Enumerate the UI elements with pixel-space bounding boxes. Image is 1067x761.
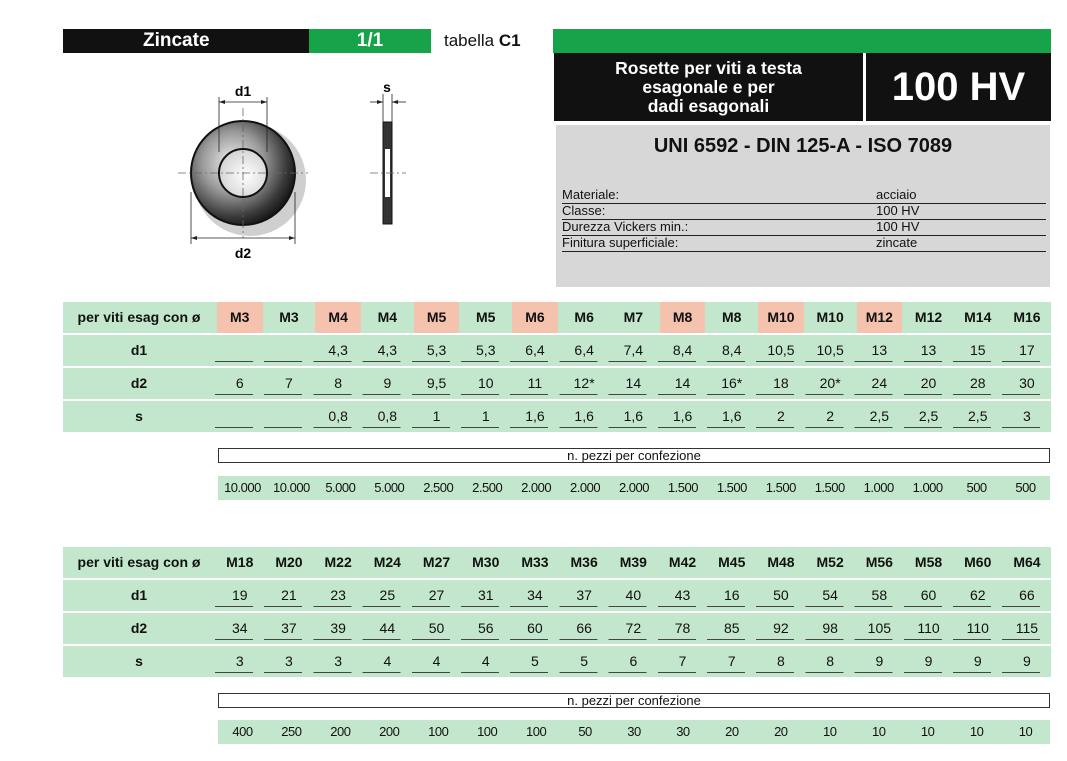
table-cell: 8: [334, 375, 343, 391]
quantity-cell: 2.500: [423, 480, 454, 495]
quantity-cell: 2.500: [472, 480, 503, 495]
table-cell: 2: [826, 408, 835, 424]
spec-key: Classe:: [562, 203, 606, 218]
table-cell: 3: [1023, 408, 1031, 424]
table-cell: 13: [920, 342, 937, 358]
size-header-cell: M42: [668, 554, 697, 570]
table-cell: 8,4: [722, 342, 742, 358]
size-header-cell: M30: [472, 554, 500, 570]
table-cell: 18: [773, 375, 789, 391]
d2-dim-label: d2: [234, 245, 252, 261]
spec-value: 100 HV: [876, 219, 920, 234]
table-cell: 3: [334, 653, 343, 669]
quantity-cell: 1.500: [765, 480, 796, 495]
size-header-cell: M4: [377, 309, 398, 325]
pezzi-label-2: n. pezzi per confezione: [218, 693, 1050, 708]
table-cell: 66: [1019, 587, 1035, 603]
cell-underline: [215, 427, 1051, 428]
table-cell: 24: [871, 375, 888, 391]
spec-key: Finitura superficiale:: [562, 235, 679, 250]
table-cell: 30: [1019, 375, 1035, 391]
quantity-cell: 2.000: [618, 480, 649, 495]
spec-row-hardness: [562, 219, 1046, 236]
quantity-cell: 1.500: [716, 480, 747, 495]
table-cell: 3: [235, 653, 244, 669]
table-cell: 105: [867, 620, 892, 636]
table-cell: 7: [285, 375, 293, 391]
table-cell: 6,4: [525, 342, 545, 358]
quantity-cell: 250: [281, 724, 302, 739]
quantity-cell: 5.000: [374, 480, 405, 495]
table-cell: 10,5: [816, 342, 844, 358]
quantity-cell: 400: [232, 724, 253, 739]
row-label: d1: [130, 587, 148, 603]
table-cell: 10: [477, 375, 494, 391]
quantity-cell: 30: [676, 724, 690, 739]
table-cell: 14: [674, 375, 691, 391]
table-cell: 11: [527, 375, 543, 391]
table-cell: 2,5: [918, 408, 939, 424]
table-cell: 28: [969, 375, 986, 391]
table-cell: 14: [625, 375, 642, 391]
table-cell: 4,3: [377, 342, 398, 358]
size-header-cell: M18: [226, 554, 254, 570]
table-cell: 15: [969, 342, 986, 358]
d1-dim-label: d1: [234, 83, 252, 99]
size-header-cell: M5: [414, 302, 460, 333]
table-cell: 37: [281, 620, 297, 636]
table-cell: 60: [527, 620, 543, 636]
size-header-cell: M36: [570, 554, 598, 570]
pezzi-label-1: n. pezzi per confezione: [218, 448, 1050, 463]
table-cell: 110: [917, 620, 940, 636]
table-cell: 0,8: [377, 408, 398, 424]
table-cell: 56: [477, 620, 494, 636]
quantity-cell: 10: [969, 724, 984, 739]
table-cell: 58: [871, 587, 888, 603]
spec-value: zincate: [876, 235, 918, 250]
standards-title: UNI 6592 - DIN 125-A - ISO 7089: [653, 135, 953, 157]
table-cell: 2: [777, 408, 785, 424]
table-cell: 8: [777, 653, 785, 669]
hardness-class: 100 HV: [866, 53, 1051, 121]
table-cell: 34: [527, 587, 543, 603]
size-header-cell: M14: [964, 309, 992, 325]
page-number: 1/1: [309, 29, 431, 53]
table-cell: 37: [576, 587, 592, 603]
size-header-cell: M16: [1013, 309, 1041, 325]
quantity-cell: 1.500: [814, 480, 845, 495]
table-cell: 12*: [573, 375, 595, 391]
table-cell: 27: [428, 587, 445, 603]
row-label: s: [135, 408, 143, 424]
cell-underline: [215, 361, 1051, 362]
table-cell: 31: [477, 587, 494, 603]
size-header-cell: M4: [315, 302, 361, 333]
quantity-cell: 20: [774, 724, 788, 739]
table-cell: 2,5: [869, 408, 890, 424]
size-header-cell: M60: [964, 554, 992, 570]
table-cell: 4: [481, 653, 490, 669]
table-cell: 23: [330, 587, 346, 603]
table-code: [434, 31, 553, 51]
table-cell: 54: [822, 587, 838, 603]
size-header-cell: M27: [422, 554, 451, 570]
table-cell: 0,8: [328, 408, 348, 424]
table-cell: 1: [481, 408, 490, 424]
spec-key: Durezza Vickers min.:: [562, 219, 689, 234]
table-cell: 13: [871, 342, 888, 358]
spec-row-material: [562, 187, 1046, 204]
table-cell: 92: [773, 620, 789, 636]
cell-underline: [215, 394, 1051, 395]
size-header-cell: M6: [512, 302, 558, 333]
header-bar: [63, 29, 1051, 53]
row-label: d2: [130, 620, 148, 636]
table-cell: 62: [969, 587, 986, 603]
table-cell: 9: [383, 375, 392, 391]
quantity-row-2: [218, 720, 1050, 744]
table-cell: 115: [1015, 620, 1039, 636]
table-cell: 8: [826, 653, 835, 669]
quantity-cell: 2.000: [521, 480, 552, 495]
quantity-cell: 30: [627, 724, 641, 739]
finish-label: Zincate: [63, 29, 309, 53]
table-cell: 20: [920, 375, 937, 391]
size-header-cell: M52: [816, 554, 844, 570]
table-cell: 39: [330, 620, 346, 636]
quantity-cell: 10: [920, 724, 935, 739]
table-cell: 60: [920, 587, 937, 603]
size-header-cell: M20: [275, 554, 303, 570]
size-header-cell: M24: [373, 554, 401, 570]
table-cell: 85: [723, 620, 740, 636]
table-cell: 40: [625, 587, 642, 603]
table-cell: 4: [432, 653, 441, 669]
table-cell: 5,3: [426, 342, 447, 358]
table-cell: 50: [773, 587, 789, 603]
size-header-cell: M3: [217, 302, 263, 333]
table-cell: 17: [1019, 342, 1035, 358]
table-cell: 4: [383, 653, 392, 669]
size-row: [63, 547, 1051, 578]
dimension-table-1: [63, 302, 1051, 433]
quantity-cell: 10: [871, 724, 886, 739]
size-header-cell: M7: [623, 309, 644, 325]
table-cell: 9: [1023, 653, 1031, 669]
quantity-cell: 100: [428, 724, 449, 739]
size-header-cell: M64: [1013, 554, 1041, 570]
quantity-cell: 10: [1018, 724, 1033, 739]
quantity-cell: 1.500: [667, 480, 698, 495]
quantity-cell: 50: [578, 724, 592, 739]
row-label: d1: [130, 342, 148, 358]
row-label: per viti esag con ø: [77, 554, 201, 570]
quantity-cell: 10.000: [273, 480, 310, 495]
size-header-cell: M22: [324, 554, 352, 570]
table-cell: 34: [231, 620, 248, 636]
table-cell: 5,3: [476, 342, 496, 358]
product-title: [554, 53, 863, 121]
size-header-cell: M5: [476, 309, 496, 325]
size-header-cell: M33: [521, 554, 549, 570]
table-cell: 78: [674, 620, 691, 636]
table-cell: 3: [285, 653, 293, 669]
table-cell: 44: [379, 620, 396, 636]
quantity-row-1: [218, 476, 1050, 500]
dimension-table-2: [63, 547, 1051, 678]
table-cell: 7: [727, 653, 736, 669]
table-cell: 9,5: [426, 375, 447, 391]
table-cell: 21: [281, 587, 297, 603]
table-cell: 5: [531, 653, 539, 669]
cell-underline: [215, 606, 1051, 607]
row-label: per viti esag con ø: [77, 309, 201, 325]
table-cell: 7,4: [623, 342, 644, 358]
size-row: [63, 302, 1051, 333]
spec-value: 100 HV: [876, 203, 920, 218]
table-code-value: C1: [498, 31, 521, 50]
quantity-cell: 200: [330, 724, 351, 739]
spec-box: [556, 125, 1050, 287]
table-cell: 5: [580, 653, 589, 669]
table-cell: 6,4: [574, 342, 594, 358]
size-header-cell: M6: [574, 309, 594, 325]
table-cell: 1: [432, 408, 441, 424]
table-cell: 25: [379, 587, 396, 603]
size-header-cell: M48: [767, 554, 795, 570]
spec-key: Materiale:: [562, 187, 620, 202]
table-prefix: tabella: [444, 31, 495, 50]
table-cell: 50: [428, 620, 445, 636]
washer-drawing: [170, 72, 430, 272]
table-cell: 1,6: [672, 408, 693, 424]
quantity-cell: 1.000: [863, 480, 894, 495]
quantity-cell: 200: [379, 724, 400, 739]
size-header-cell: M3: [279, 309, 299, 325]
quantity-cell: 10.000: [224, 480, 261, 495]
size-header-cell: M10: [816, 309, 844, 325]
table-cell: 98: [822, 620, 838, 636]
size-header-cell: M12: [857, 302, 903, 333]
title-line-3: dadi esagonali: [647, 95, 770, 116]
title-line-2: esagonale e per: [642, 76, 775, 97]
spec-row-class: [562, 203, 1046, 220]
table-cell: 16*: [721, 375, 743, 391]
quantity-cell: 5.000: [325, 480, 356, 495]
table-cell: 9: [924, 653, 933, 669]
table-cell: 6: [235, 375, 244, 391]
table-cell: 1,6: [722, 408, 742, 424]
title-line-1: Rosette per viti a testa: [615, 57, 802, 78]
table-cell: 6: [629, 653, 638, 669]
row-label: s: [135, 653, 143, 669]
table-cell: 110: [966, 620, 989, 636]
size-header-cell: M8: [722, 309, 742, 325]
size-header-cell: M10: [758, 302, 804, 333]
size-header-cell: M39: [619, 554, 647, 570]
table-cell: 19: [231, 587, 248, 603]
table-cell: 1,6: [525, 408, 545, 424]
size-header-cell: M56: [865, 554, 893, 570]
row-label: d2: [130, 375, 148, 391]
table-cell: 10,5: [767, 342, 795, 358]
table-cell: 9: [973, 653, 982, 669]
size-header-cell: M12: [914, 309, 943, 325]
table-cell: 1,6: [574, 408, 594, 424]
table-cell: 16: [723, 587, 740, 603]
table-cell: 8,4: [672, 342, 693, 358]
size-header-cell: M58: [914, 554, 943, 570]
quantity-cell: 1.000: [912, 480, 943, 495]
table-cell: 2,5: [968, 408, 988, 424]
table-cell: 7: [678, 653, 687, 669]
quantity-cell: 100: [526, 724, 547, 739]
quantity-cell: 2.000: [570, 480, 601, 495]
table-cell: 1,6: [623, 408, 644, 424]
table-cell: 4,3: [328, 342, 348, 358]
table-cell: 20*: [819, 375, 841, 391]
quantity-cell: 100: [477, 724, 498, 739]
quantity-cell: 10: [823, 724, 837, 739]
header-green-fill: [553, 29, 1051, 53]
quantity-cell: 500: [966, 480, 987, 495]
s-dim-label: s: [383, 79, 391, 95]
cell-underline: [215, 672, 1051, 673]
spec-row-finish: [562, 235, 1046, 252]
size-header-cell: M8: [660, 302, 706, 333]
size-header-cell: M45: [718, 554, 746, 570]
spec-value: acciaio: [876, 187, 917, 202]
table-cell: 66: [576, 620, 592, 636]
table-cell: 9: [875, 653, 884, 669]
cell-underline: [215, 639, 1051, 640]
table-cell: 43: [674, 587, 691, 603]
quantity-cell: 500: [1015, 480, 1036, 495]
quantity-cell: 20: [725, 724, 739, 739]
table-cell: 72: [625, 620, 642, 636]
